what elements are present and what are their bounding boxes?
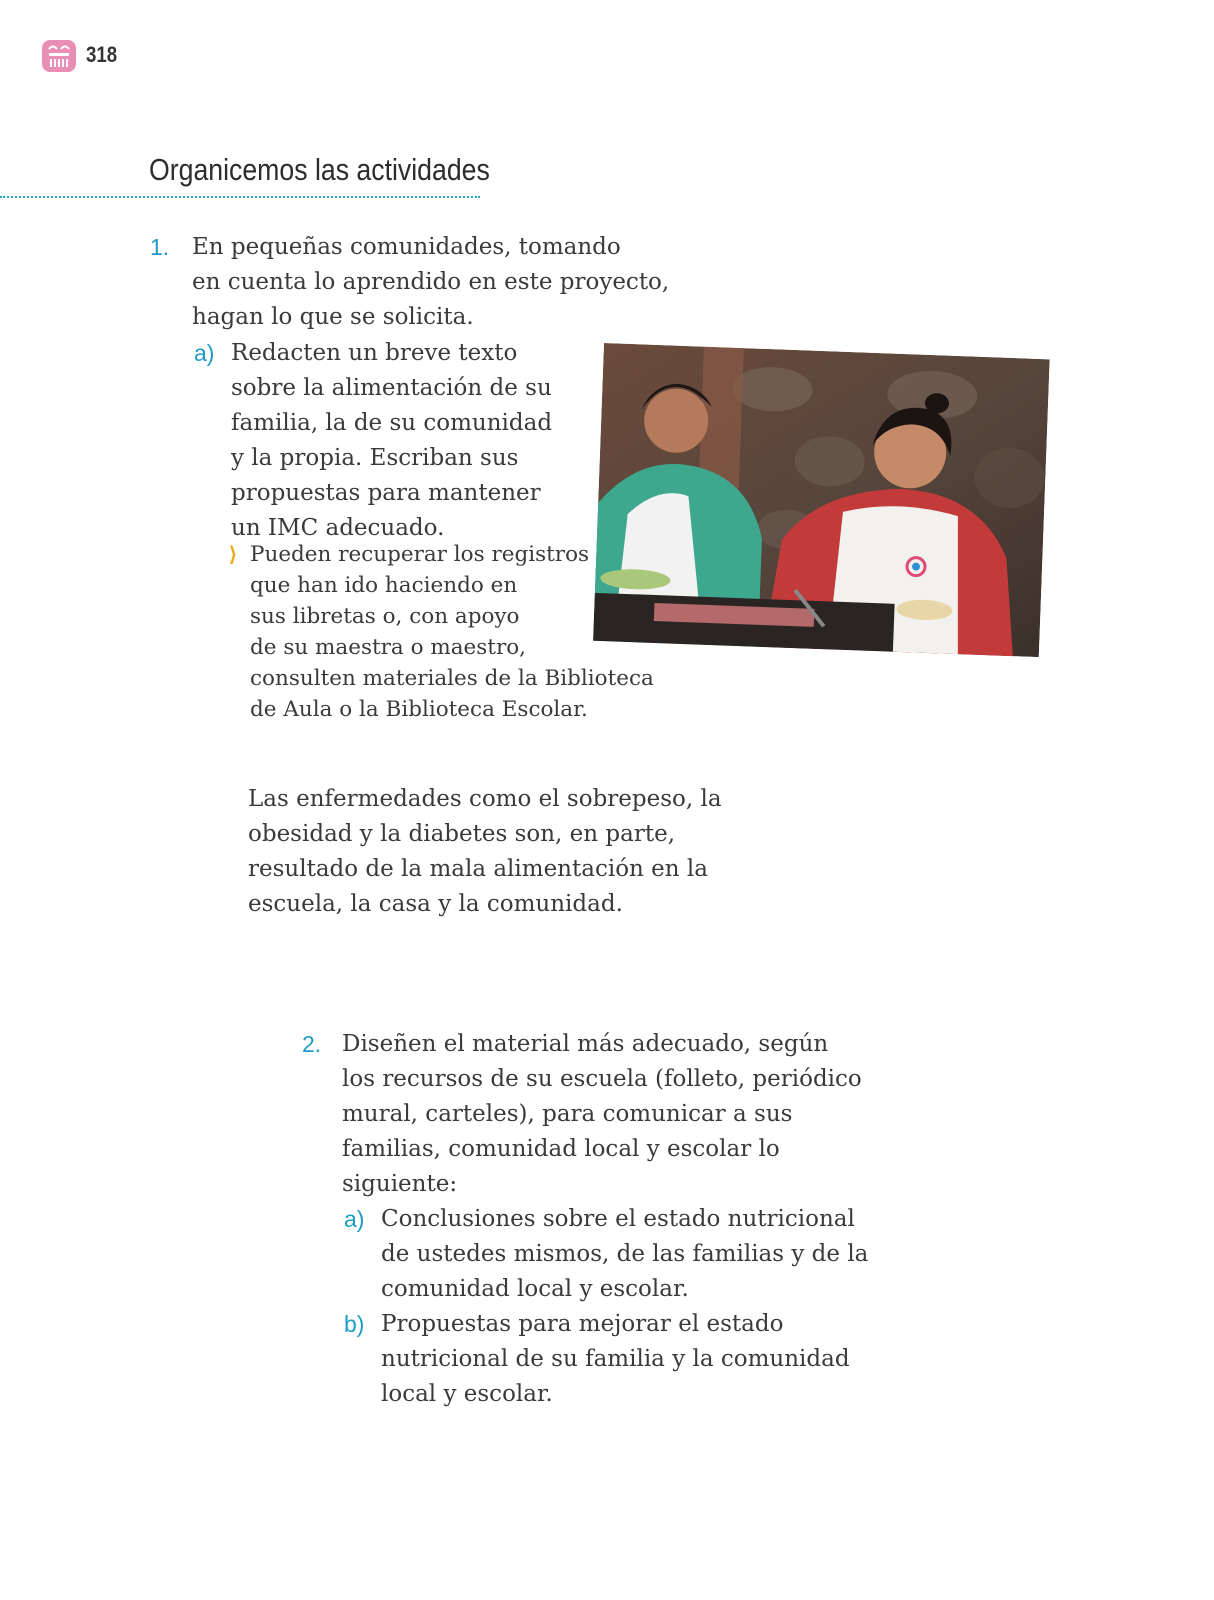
text-line: familia, la de su comunidad (231, 410, 553, 436)
text-line: y la propia. Escriban sus (231, 445, 519, 471)
text-line: de Aula o la Biblioteca Escolar. (250, 697, 588, 722)
text-line: nutricional de su familia y la comunidad (381, 1346, 850, 1372)
text-line: comunidad local y escolar. (381, 1276, 689, 1302)
text-line: propuestas para mantener (231, 480, 541, 506)
page-badge-icon (42, 40, 76, 72)
text-line: hagan lo que se solicita. (192, 304, 474, 330)
text-line: sobre la alimentación de su (231, 375, 552, 401)
item-2-number: 2. (302, 1031, 322, 1057)
text-line: Redacten un breve texto (231, 340, 518, 366)
text-line: consulten materiales de la Biblioteca (250, 666, 654, 691)
item-1a-letter: a) (194, 340, 215, 366)
section-title: Organicemos las actividades (149, 152, 490, 187)
text-line: Diseñen el material más adecuado, según (342, 1031, 829, 1057)
text-line: Propuestas para mejorar el estado (381, 1311, 784, 1337)
item-2b-text (381, 1307, 850, 1412)
text-line: escuela, la casa y la comunidad. (248, 891, 623, 917)
text-line: Conclusiones sobre el estado nutricional (381, 1206, 855, 1232)
text-line: mural, carteles), para comunicar a sus (342, 1101, 793, 1127)
item-2b-letter: b) (344, 1311, 365, 1337)
item-1-number: 1. (150, 234, 170, 260)
item-2a-letter: a) (344, 1206, 365, 1232)
text-line: En pequeñas comunidades, tomando (192, 234, 621, 260)
text-line: los recursos de su escuela (folleto, periódico (342, 1066, 862, 1092)
title-divider (0, 196, 480, 198)
text-line: de su maestra o maestro, (250, 635, 527, 660)
text-line: sus libretas o, con apoyo (250, 604, 520, 629)
text-line: de ustedes mismos, de las familias y de la (381, 1241, 869, 1267)
text-line: Pueden recuperar los registros (250, 542, 590, 567)
text-line: que han ido haciendo en (250, 573, 518, 598)
item-1-text (192, 230, 669, 335)
text-line: familias, comunidad local y escolar lo (342, 1136, 780, 1162)
item-1a-text (231, 336, 552, 546)
chevron-right-icon: ⟩ (229, 544, 237, 566)
item-2-text (342, 1027, 862, 1202)
text-line: un IMC adecuado. (231, 515, 445, 541)
text-line: obesidad y la diabetes son, en parte, (248, 821, 676, 847)
photo-women-cooking (593, 343, 1050, 657)
page-number: 318 (86, 42, 118, 67)
item-2a-text (381, 1202, 868, 1307)
note-text (248, 782, 722, 922)
text-line: Las enfermedades como el sobrepeso, la (248, 786, 722, 812)
text-line: resultado de la mala alimentación en la (248, 856, 708, 882)
text-line: siguiente: (342, 1171, 458, 1197)
text-line: local y escolar. (381, 1381, 553, 1407)
text-line: en cuenta lo aprendido en este proyecto, (192, 269, 670, 295)
